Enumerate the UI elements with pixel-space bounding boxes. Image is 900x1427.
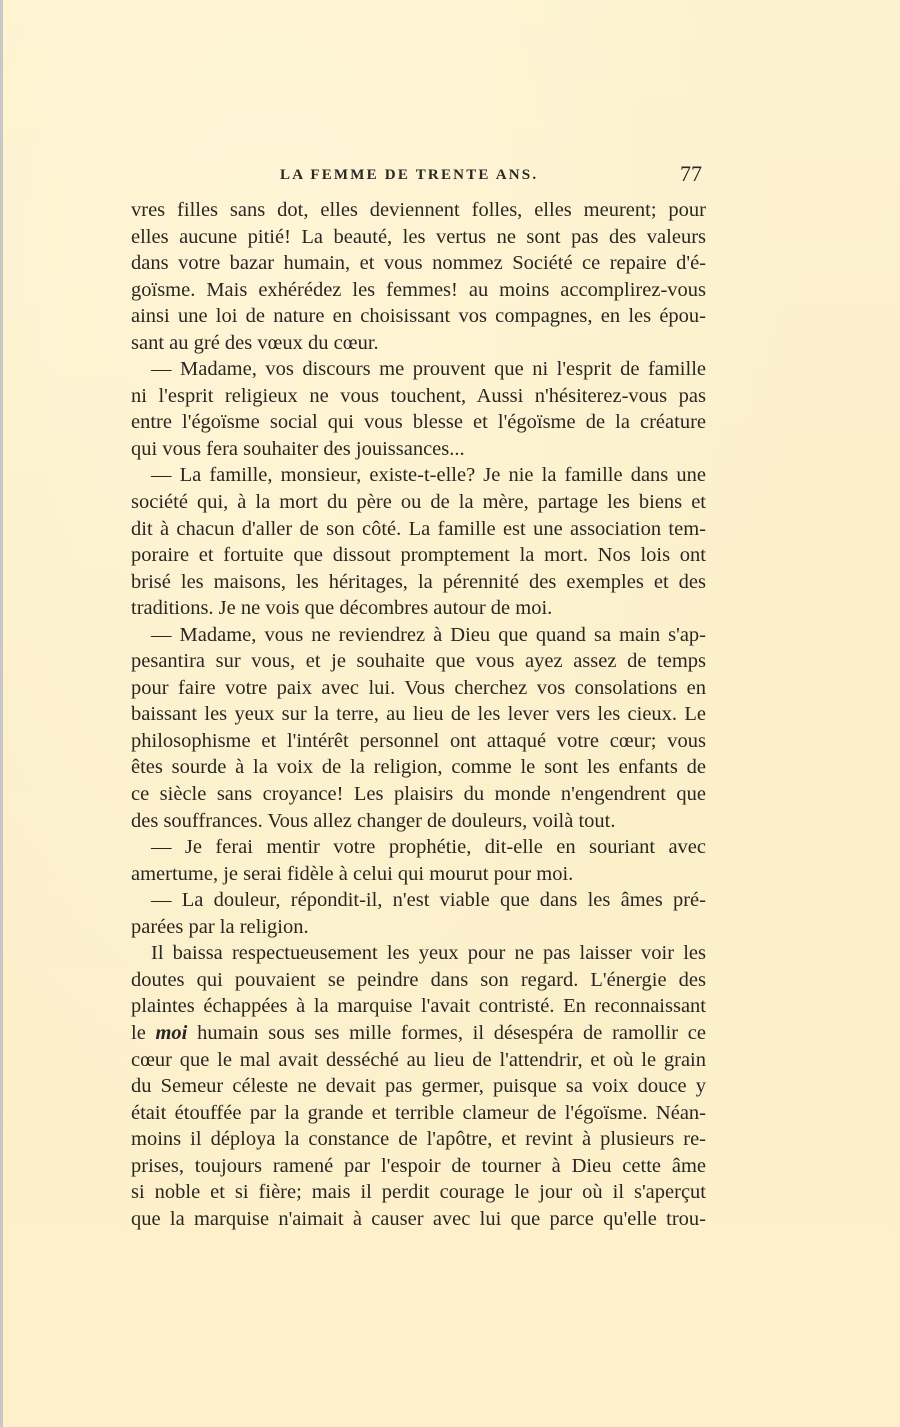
text-line: entre l'égoïsme social qui vous blesse et l'égoïsme de la créature — [131, 411, 706, 434]
text-line: du Semeur céleste ne devait pas germer, puisque sa voix douce y — [131, 1075, 706, 1098]
text-line: cœur que le mal avait desséché au lieu de l'attendrir, et où le grain — [131, 1048, 706, 1071]
text-line: ainsi une loi de nature en choisissant vos compagnes, en les épou- — [131, 305, 706, 328]
text-line: doutes qui pouvaient se peindre dans son regard. L'énergie des — [131, 968, 706, 991]
body-text — [131, 197, 706, 1232]
text-line: pour faire votre paix avec lui. Vous cherchez vos consolations en — [131, 676, 706, 699]
text-line: philosophisme et l'intérêt personnel ont attaqué votre cœur; vous — [131, 729, 706, 752]
text-line: êtes sourde à la voix de la religion, comme le sont les enfants de — [131, 756, 706, 779]
text-line: sant au gré des vœux du cœur. — [131, 331, 379, 354]
text-line: — La famille, monsieur, existe-t-elle? Je nie la famille dans une — [151, 464, 706, 487]
paragraph — [131, 462, 706, 621]
paragraph — [131, 940, 706, 1232]
text-line: moins il déploya la constance de l'apôtre, et revint à plusieurs re- — [131, 1128, 706, 1151]
text-line: goïsme. Mais exhérédez les femmes! au moins accomplirez-vous — [131, 278, 706, 301]
paragraph — [131, 356, 706, 462]
text-segment: le — [131, 1021, 156, 1044]
running-title: LA FEMME DE TRENTE ANS. — [280, 167, 539, 183]
text-line: que la marquise n'aimait à causer avec lui que parce qu'elle trou- — [131, 1207, 706, 1230]
text-line: elles aucune pitié! La beauté, les vertus ne sont pas des valeurs — [131, 225, 706, 248]
paragraph — [131, 834, 706, 887]
text-line: — La douleur, répondit-il, n'est viable que dans les âmes pré- — [151, 889, 706, 912]
page-edge — [0, 0, 3, 1427]
text-line: qui vous fera souhaiter des jouissances... — [131, 437, 465, 460]
text-line: poraire et fortuite que dissout promptement la mort. Nos lois ont — [131, 544, 706, 567]
text-line: société qui, à la mort du père ou de la mère, partage les biens et — [131, 491, 706, 514]
text-line: ce siècle sans croyance! Les plaisirs du monde n'engendrent que — [131, 783, 706, 806]
text-line: — Je ferai mentir votre prophétie, dit-elle en souriant avec — [151, 836, 706, 859]
paragraph — [131, 622, 706, 834]
paragraph — [131, 197, 706, 356]
page-number: 77 — [680, 161, 702, 186]
text-line: baissant les yeux sur la terre, au lieu de les lever vers les cieux. Le — [131, 703, 706, 726]
text-line: vres filles sans dot, elles deviennent folles, elles meurent; pour — [131, 199, 706, 221]
text-line: dans votre bazar humain, et vous nommez Société ce repaire d'é- — [131, 252, 706, 275]
text-line: traditions. Je ne vois que décombres autour de moi. — [131, 597, 553, 620]
text-line: — Madame, vous ne reviendrez à Dieu que quand sa main s'ap- — [151, 623, 706, 646]
text-line: des souffrances. Vous allez changer de douleurs, voilà tout. — [131, 809, 616, 832]
text-line: pesantira sur vous, et je souhaite que vous ayez assez de temps — [131, 650, 706, 673]
text-line: dit à chacun d'aller de son côté. La famille est une association tem- — [131, 517, 706, 540]
text-line: ni l'esprit religieux ne vous touchent, Aussi n'hésiterez-vous pas — [131, 384, 706, 407]
text-line: brisé les maisons, les héritages, la pérennité des exemples et des — [131, 570, 706, 593]
text-line-with-italic — [131, 1020, 706, 1047]
text-line: était étouffée par la grande et terrible clameur de l'égoïsme. Néan- — [131, 1101, 706, 1124]
paragraph — [131, 887, 706, 940]
text-segment: humain sous ses mille formes, il désespéra de ramollir ce — [187, 1021, 706, 1044]
text-line: Il baissa respectueusement les yeux pour ne pas laisser voir les — [151, 942, 706, 965]
text-line: parées par la religion. — [131, 915, 309, 938]
text-line: prises, toujours ramené par l'espoir de tourner à Dieu cette âme — [131, 1154, 706, 1177]
text-line: plaintes échappées à la marquise l'avait contristé. En reconnaissant — [131, 995, 706, 1018]
text-line: amertume, je serai fidèle à celui qui mourut pour moi. — [131, 862, 574, 885]
text-line: si noble et si fière; mais il perdit courage le jour où il s'aperçut — [131, 1181, 706, 1204]
italic-word: moi — [155, 1021, 188, 1044]
running-header — [130, 163, 710, 191]
text-line: — Madame, vos discours me prouvent que ni l'esprit de famille — [151, 358, 706, 381]
